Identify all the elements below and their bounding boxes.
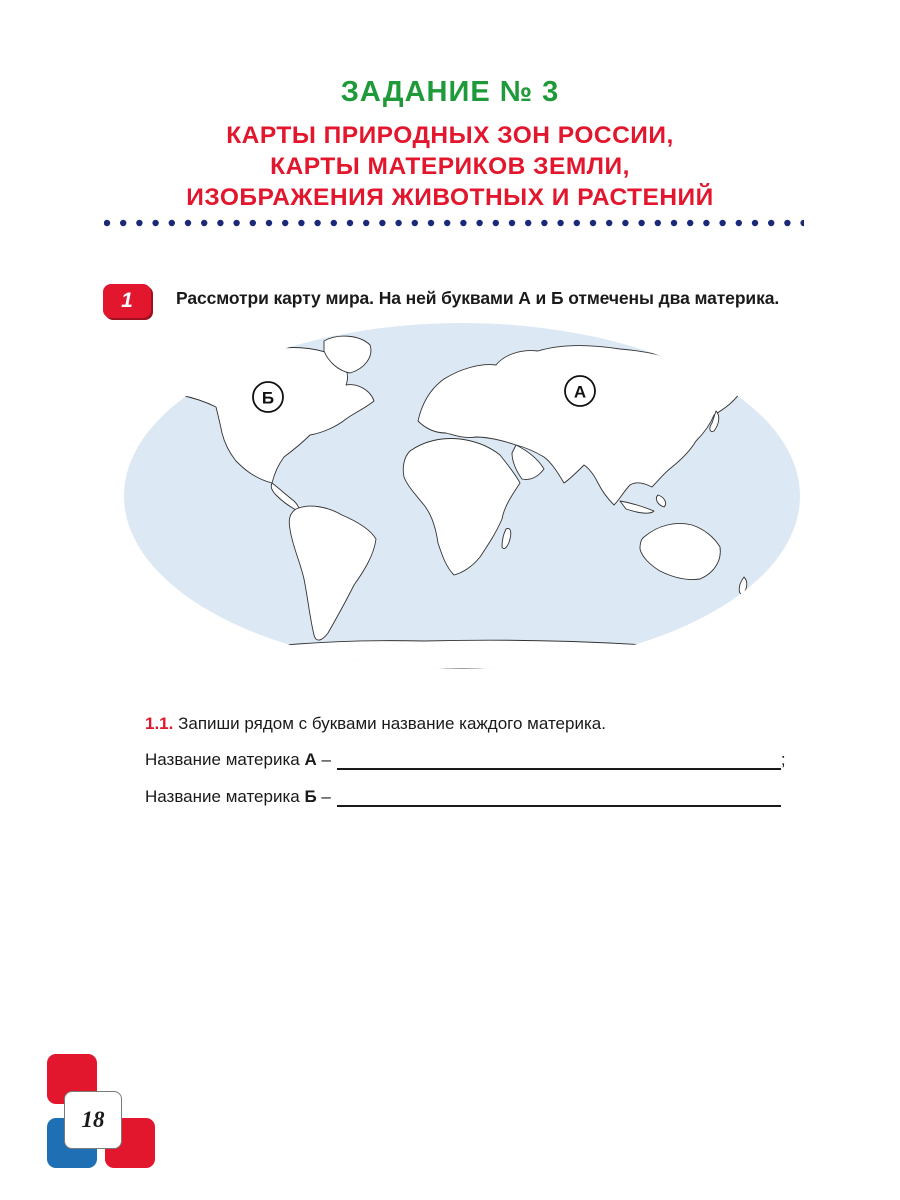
divider-dot <box>185 220 191 226</box>
answer-a-letter: А <box>304 750 317 769</box>
divider-dot <box>298 220 304 226</box>
divider-dot <box>655 220 661 226</box>
divider-dot <box>476 220 482 226</box>
divider-dot <box>493 220 499 226</box>
answer-b-dash: – <box>316 787 331 806</box>
task-header <box>0 76 900 213</box>
divider-dot <box>671 220 677 226</box>
label-b: Б <box>261 388 275 408</box>
subquestion <box>145 714 606 734</box>
page-number: 18 <box>64 1091 122 1149</box>
divider-dot <box>282 220 288 226</box>
divider-dot <box>525 220 531 226</box>
divider-dot <box>752 220 758 226</box>
subtitle-line-1: КАРТЫ ПРИРОДНЫХ ЗОН РОССИИ, <box>226 122 674 149</box>
divider-dot <box>736 220 742 226</box>
answer-a-dash: – <box>316 750 331 769</box>
divider-dot <box>509 220 515 226</box>
subquestion-text: Запиши рядом с буквами название каждого материка. <box>178 714 606 733</box>
divider-dot <box>638 220 644 226</box>
task-title: ЗАДАНИЕ № 3 <box>340 76 560 108</box>
divider-dot <box>590 220 596 226</box>
divider-dot <box>687 220 693 226</box>
divider-dot <box>460 220 466 226</box>
divider-dot <box>266 220 272 226</box>
question-number-badge: 1 <box>103 284 151 318</box>
divider-dot <box>784 220 790 226</box>
answer-a-suffix: ; <box>780 750 786 769</box>
divider-dot <box>169 220 175 226</box>
subtitle-line-2: КАРТЫ МАТЕРИКОВ ЗЕМЛИ, <box>270 153 630 180</box>
divider-dot <box>719 220 725 226</box>
divider-dot <box>217 220 223 226</box>
label-b-marker <box>253 382 283 412</box>
divider-dot <box>800 220 804 226</box>
divider-dot <box>152 220 158 226</box>
divider-dot <box>395 220 401 226</box>
divider-dot <box>412 220 418 226</box>
subtitle-line-3: ИЗОБРАЖЕНИЯ ЖИВОТНЫХ И РАСТЕНИЙ <box>186 184 714 211</box>
divider-dot <box>104 220 110 226</box>
divider-dot <box>136 220 142 226</box>
divider-dot <box>703 220 709 226</box>
dotted-divider <box>104 217 804 229</box>
antarctica-shape <box>194 640 764 669</box>
answer-line-a <box>145 750 786 770</box>
divider-dot <box>541 220 547 226</box>
label-a: А <box>573 382 587 402</box>
answer-line-b <box>145 787 781 807</box>
divider-dot <box>331 220 337 226</box>
divider-dot <box>768 220 774 226</box>
divider-dot <box>233 220 239 226</box>
divider-dot <box>444 220 450 226</box>
divider-dot <box>201 220 207 226</box>
divider-dot <box>557 220 563 226</box>
answer-b-field[interactable] <box>337 787 781 807</box>
divider-dot <box>428 220 434 226</box>
divider-dot <box>606 220 612 226</box>
label-a-marker <box>565 376 595 406</box>
divider-dot <box>622 220 628 226</box>
world-map <box>124 323 800 669</box>
divider-dot <box>574 220 580 226</box>
divider-dot <box>363 220 369 226</box>
divider-dot <box>120 220 126 226</box>
question-text: Рассмотри карту мира. На ней буквами А и Б отмечены два материка. <box>176 288 780 308</box>
divider-dot <box>250 220 256 226</box>
answer-b-prefix: Название материка <box>145 787 305 806</box>
answer-a-field[interactable] <box>337 750 781 770</box>
subquestion-number: 1.1. <box>145 714 174 733</box>
divider-dot <box>379 220 385 226</box>
answer-a-prefix: Название материка <box>145 750 305 769</box>
divider-dot <box>314 220 320 226</box>
answer-b-letter: Б <box>304 787 317 806</box>
divider-dot <box>347 220 353 226</box>
